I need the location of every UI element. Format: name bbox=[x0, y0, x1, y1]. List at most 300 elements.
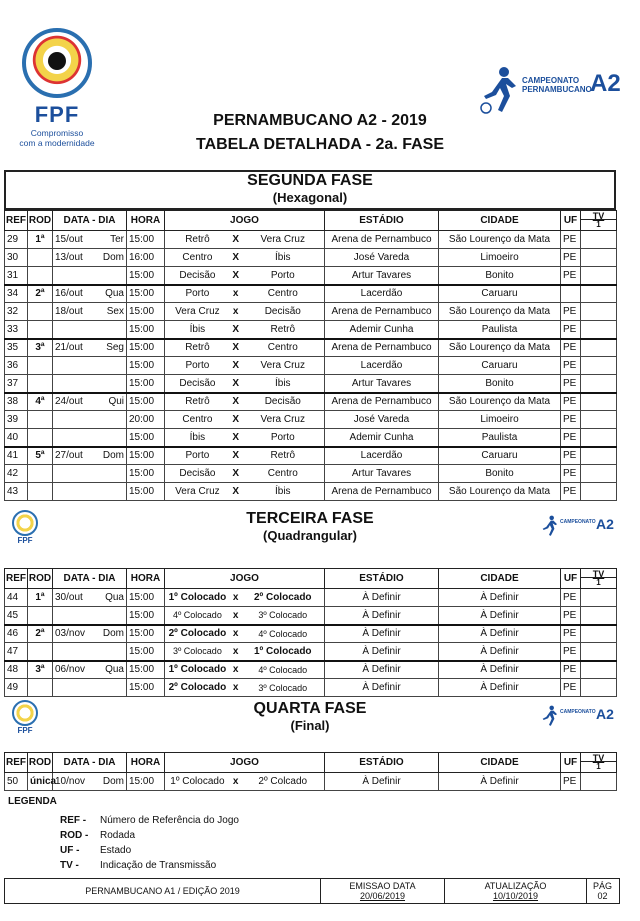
jogo-cell bbox=[165, 411, 325, 429]
date-text: 06/nov bbox=[55, 664, 86, 676]
fpf-small-name: FPF bbox=[17, 726, 33, 735]
fpf-small-logo bbox=[8, 508, 42, 558]
col-hora-header: HORA bbox=[127, 569, 165, 589]
cidade-cell: Limoeiro bbox=[439, 249, 561, 267]
estadio-cell: À Definir bbox=[325, 773, 439, 791]
versus-mark: X bbox=[232, 234, 240, 245]
home-team: Decisão bbox=[179, 269, 216, 281]
hora-cell: 20:00 bbox=[127, 411, 165, 429]
table-row bbox=[5, 411, 617, 429]
table-row bbox=[5, 661, 617, 679]
away-team: Íbis bbox=[274, 486, 291, 497]
col-jogo-header: JOGO bbox=[165, 753, 325, 773]
legend-item bbox=[60, 843, 239, 858]
ref-cell: 40 bbox=[5, 429, 28, 447]
data-dia-cell bbox=[53, 411, 127, 429]
rodada-cell: 1ª bbox=[28, 589, 53, 607]
hora-cell: 16:00 bbox=[127, 249, 165, 267]
hora-cell: 15:00 bbox=[127, 375, 165, 393]
jogo-cell bbox=[165, 589, 325, 607]
ref-cell: 31 bbox=[5, 267, 28, 285]
fpf-name: FPF bbox=[34, 102, 80, 127]
date-text: 13/out bbox=[55, 252, 83, 263]
uf-cell: PE bbox=[561, 661, 581, 679]
home-team: Íbis bbox=[189, 323, 206, 335]
versus-mark: X bbox=[232, 486, 240, 497]
tv-cell bbox=[581, 483, 617, 501]
tv-cell bbox=[581, 249, 617, 267]
data-dia-cell bbox=[53, 393, 127, 411]
col-jogo-header: JOGO bbox=[165, 211, 325, 231]
jogo-cell bbox=[165, 773, 325, 791]
day-text: Dom bbox=[102, 776, 124, 787]
data-dia-cell bbox=[53, 267, 127, 285]
cidade-cell: São Lourenço da Mata bbox=[439, 231, 561, 249]
legend-key: TV - bbox=[60, 860, 79, 871]
data-dia-cell bbox=[53, 375, 127, 393]
col-rod-header: ROD bbox=[28, 569, 53, 589]
uf-cell: PE bbox=[561, 375, 581, 393]
footer-page-label: PÁG bbox=[592, 881, 612, 891]
jogo-cell bbox=[165, 285, 325, 303]
ref-cell: 34 bbox=[5, 285, 28, 303]
jogo-cell bbox=[165, 447, 325, 465]
table-row bbox=[5, 339, 617, 357]
date-text: 10/nov bbox=[55, 776, 86, 787]
campeonato-small-logo bbox=[540, 514, 616, 540]
versus-mark: x bbox=[232, 306, 239, 317]
tv-sub-label: 1 bbox=[581, 577, 616, 587]
fpf-slogan-1: Compromisso bbox=[30, 128, 84, 138]
table-row bbox=[5, 447, 617, 465]
versus-mark: x bbox=[232, 682, 239, 693]
tv-sub-label: 1 bbox=[581, 761, 616, 771]
home-team: 1º Colocado bbox=[168, 592, 227, 603]
rodada-cell bbox=[28, 607, 53, 625]
away-team: Vera Cruz bbox=[260, 234, 305, 245]
uf-cell: PE bbox=[561, 411, 581, 429]
versus-mark: x bbox=[232, 645, 239, 657]
fpf-small-emblem-icon bbox=[12, 510, 38, 536]
page-header bbox=[0, 0, 640, 170]
cidade-cell: Paulista bbox=[439, 429, 561, 447]
footer-page-number: 02 bbox=[597, 891, 608, 901]
rodada-cell bbox=[28, 465, 53, 483]
player-small-icon bbox=[540, 514, 558, 538]
versus-mark: x bbox=[232, 664, 239, 676]
day-text: Qua bbox=[105, 592, 124, 603]
ref-cell: 43 bbox=[5, 483, 28, 501]
col-data-dia-header: DATA - DIA bbox=[53, 211, 127, 231]
col-uf-header: UF bbox=[561, 569, 581, 589]
estadio-cell: Arena de Pernambuco bbox=[325, 339, 439, 357]
tv-cell bbox=[581, 303, 617, 321]
legend-item bbox=[60, 828, 239, 843]
rodada-cell bbox=[28, 679, 53, 697]
uf-cell: PE bbox=[561, 249, 581, 267]
phase2-section bbox=[4, 170, 616, 501]
versus-mark: x bbox=[232, 776, 239, 787]
hora-cell: 15:00 bbox=[127, 339, 165, 357]
away-team: Vera Cruz bbox=[260, 414, 305, 425]
cidade-cell: À Definir bbox=[439, 679, 561, 697]
col-tv-header bbox=[581, 753, 617, 773]
uf-cell: PE bbox=[561, 607, 581, 625]
col-estadio-header: ESTÁDIO bbox=[325, 211, 439, 231]
cidade-cell: À Definir bbox=[439, 607, 561, 625]
jogo-cell bbox=[165, 321, 325, 339]
ref-cell: 42 bbox=[5, 465, 28, 483]
away-team: Íbis bbox=[274, 252, 291, 263]
uf-cell bbox=[561, 285, 581, 303]
versus-mark: X bbox=[232, 360, 240, 371]
versus-mark: X bbox=[232, 414, 240, 425]
legend-item bbox=[60, 858, 239, 873]
table-row bbox=[5, 393, 617, 411]
hora-cell: 15:00 bbox=[127, 483, 165, 501]
pernambucano-text: PERNAMBUCANO bbox=[522, 85, 592, 94]
uf-cell: PE bbox=[561, 483, 581, 501]
away-team: Vera Cruz bbox=[260, 360, 305, 371]
tv-cell bbox=[581, 773, 617, 791]
date-text: 15/out bbox=[55, 234, 83, 245]
ref-cell: 37 bbox=[5, 375, 28, 393]
home-team: 1º Colocado bbox=[168, 664, 227, 676]
col-ref-header: REF bbox=[5, 211, 28, 231]
cidade-cell: Bonito bbox=[439, 465, 561, 483]
jogo-cell bbox=[165, 643, 325, 661]
versus-mark: x bbox=[232, 628, 239, 640]
col-tv-header bbox=[581, 569, 617, 589]
uf-cell: PE bbox=[561, 773, 581, 791]
jogo-cell bbox=[165, 465, 325, 483]
tv-label: TV bbox=[592, 211, 605, 221]
ref-cell: 36 bbox=[5, 357, 28, 375]
table-row bbox=[5, 483, 617, 501]
table-row bbox=[5, 429, 617, 447]
cidade-cell: São Lourenço da Mata bbox=[439, 303, 561, 321]
ref-cell: 33 bbox=[5, 321, 28, 339]
away-team: 2º Colocado bbox=[253, 592, 312, 603]
cidade-cell: À Definir bbox=[439, 773, 561, 791]
tv-cell bbox=[581, 447, 617, 465]
day-text: Sex bbox=[106, 306, 124, 317]
col-hora-header: HORA bbox=[127, 753, 165, 773]
uf-cell: PE bbox=[561, 625, 581, 643]
away-team: 1º Colocado bbox=[253, 645, 312, 657]
col-cidade-header: CIDADE bbox=[439, 753, 561, 773]
estadio-cell: Arena de Pernambuco bbox=[325, 231, 439, 249]
col-estadio-header: ESTÁDIO bbox=[325, 569, 439, 589]
estadio-cell: À Definir bbox=[325, 679, 439, 697]
fpf-small-logo bbox=[8, 698, 42, 748]
phase4-section bbox=[4, 698, 616, 791]
versus-mark: x bbox=[232, 288, 239, 300]
rodada-cell bbox=[28, 357, 53, 375]
table-row bbox=[5, 773, 617, 791]
cidade-cell: Bonito bbox=[439, 267, 561, 285]
jogo-cell bbox=[165, 357, 325, 375]
footer-atualizacao-label: ATUALIZAÇÃO bbox=[484, 881, 547, 891]
a2-text: A2 bbox=[590, 70, 621, 97]
footer-emissao-label: EMISSAO DATA bbox=[349, 881, 416, 891]
away-team: Decisão bbox=[264, 306, 301, 317]
ref-cell: 30 bbox=[5, 249, 28, 267]
tv-cell bbox=[581, 429, 617, 447]
home-team: 3º Colocado bbox=[173, 646, 222, 657]
tv-cell bbox=[581, 339, 617, 357]
estadio-cell: Ademir Cunha bbox=[325, 321, 439, 339]
table-row bbox=[5, 643, 617, 661]
campeonato-text: CAMPEONATO bbox=[522, 76, 580, 85]
estadio-cell: Arena de Pernambuco bbox=[325, 393, 439, 411]
cidade-cell: Bonito bbox=[439, 375, 561, 393]
table-row bbox=[5, 465, 617, 483]
hora-cell: 15:00 bbox=[127, 447, 165, 465]
ref-cell: 44 bbox=[5, 589, 28, 607]
hora-cell: 15:00 bbox=[127, 643, 165, 661]
versus-mark: X bbox=[232, 468, 240, 479]
away-team: Porto bbox=[270, 431, 295, 443]
footer-page bbox=[587, 879, 618, 903]
cidade-cell: À Definir bbox=[439, 643, 561, 661]
estadio-cell: Lacerdão bbox=[325, 285, 439, 303]
uf-cell: PE bbox=[561, 429, 581, 447]
rodada-cell: única bbox=[28, 773, 53, 791]
phase3-subtitle: (Quadrangular) bbox=[263, 528, 357, 543]
table-row bbox=[5, 679, 617, 697]
home-team: Decisão bbox=[179, 377, 216, 389]
estadio-cell: Lacerdão bbox=[325, 447, 439, 465]
col-estadio-header: ESTÁDIO bbox=[325, 753, 439, 773]
legend bbox=[8, 796, 239, 873]
campeonato-logo bbox=[472, 64, 628, 118]
away-team: Centro bbox=[267, 468, 298, 479]
a2-small-text: A2 bbox=[596, 706, 614, 722]
tv-cell bbox=[581, 393, 617, 411]
phase2-header bbox=[4, 170, 616, 210]
tv-cell bbox=[581, 607, 617, 625]
away-team: 3º Colocado bbox=[258, 682, 308, 693]
date-text: 30/out bbox=[55, 592, 83, 603]
data-dia-cell bbox=[53, 429, 127, 447]
legend-value: Estado bbox=[100, 845, 132, 856]
ref-cell: 38 bbox=[5, 393, 28, 411]
page-title: PERNAMBUCANO A2 - 2019 bbox=[213, 112, 427, 129]
hora-cell: 15:00 bbox=[127, 357, 165, 375]
col-hora-header: HORA bbox=[127, 211, 165, 231]
tv-cell bbox=[581, 465, 617, 483]
col-rod-header: ROD bbox=[28, 753, 53, 773]
uf-cell: PE bbox=[561, 267, 581, 285]
hora-cell: 15:00 bbox=[127, 465, 165, 483]
footer-atualizacao bbox=[445, 879, 587, 903]
table-row bbox=[5, 231, 617, 249]
tv-cell bbox=[581, 357, 617, 375]
uf-cell: PE bbox=[561, 589, 581, 607]
table-row bbox=[5, 375, 617, 393]
data-dia-cell bbox=[53, 483, 127, 501]
data-dia-cell bbox=[53, 447, 127, 465]
tv-cell bbox=[581, 321, 617, 339]
data-dia-cell bbox=[53, 643, 127, 661]
tv-cell bbox=[581, 661, 617, 679]
tv-cell bbox=[581, 589, 617, 607]
versus-mark: X bbox=[232, 323, 240, 335]
hora-cell: 15:00 bbox=[127, 429, 165, 447]
table-row bbox=[5, 285, 617, 303]
ref-cell: 29 bbox=[5, 231, 28, 249]
hora-cell: 15:00 bbox=[127, 589, 165, 607]
jogo-cell bbox=[165, 625, 325, 643]
tv-cell bbox=[581, 679, 617, 697]
table-row bbox=[5, 267, 617, 285]
cidade-cell: Limoeiro bbox=[439, 411, 561, 429]
phase3-section bbox=[4, 508, 616, 697]
jogo-cell bbox=[165, 231, 325, 249]
day-text: Dom bbox=[102, 628, 124, 640]
rodada-cell: 5ª bbox=[28, 447, 53, 465]
ref-cell: 50 bbox=[5, 773, 28, 791]
legend-item bbox=[60, 813, 239, 828]
estadio-cell: José Vareda bbox=[325, 411, 439, 429]
hora-cell: 15:00 bbox=[127, 267, 165, 285]
phase2-subtitle: (Hexagonal) bbox=[272, 190, 348, 205]
phase4-subtitle: (Final) bbox=[290, 718, 330, 733]
estadio-cell: Artur Tavares bbox=[325, 267, 439, 285]
hora-cell: 15:00 bbox=[127, 231, 165, 249]
ref-cell: 47 bbox=[5, 643, 28, 661]
footer-edition: PERNAMBUCANO A1 / EDIÇÃO 2019 bbox=[5, 879, 321, 903]
table-header-row bbox=[5, 211, 617, 231]
estadio-cell: Ademir Cunha bbox=[325, 429, 439, 447]
day-text: Ter bbox=[110, 234, 124, 245]
hora-cell: 15:00 bbox=[127, 679, 165, 697]
versus-mark: X bbox=[232, 252, 240, 263]
fpf-small-emblem-icon bbox=[12, 700, 38, 726]
jogo-cell bbox=[165, 429, 325, 447]
fpf-small-name: FPF bbox=[17, 536, 33, 545]
home-team: Porto bbox=[185, 360, 210, 371]
rodada-cell bbox=[28, 303, 53, 321]
cidade-cell: São Lourenço da Mata bbox=[439, 483, 561, 501]
col-tv-header bbox=[581, 211, 617, 231]
cidade-cell: Caruaru bbox=[439, 285, 561, 303]
data-dia-cell bbox=[53, 625, 127, 643]
away-team: 4º Colocado bbox=[258, 664, 308, 675]
home-team: 4º Colocado bbox=[173, 610, 222, 621]
day-text: Qua bbox=[105, 288, 124, 300]
away-team: Centro bbox=[267, 288, 298, 300]
legend-value: Indicação de Transmissão bbox=[100, 860, 217, 871]
phase3-table bbox=[4, 568, 617, 697]
uf-cell: PE bbox=[561, 231, 581, 249]
col-uf-header: UF bbox=[561, 753, 581, 773]
uf-cell: PE bbox=[561, 447, 581, 465]
uf-cell: PE bbox=[561, 643, 581, 661]
col-ref-header: REF bbox=[5, 569, 28, 589]
uf-cell: PE bbox=[561, 321, 581, 339]
hora-cell: 15:00 bbox=[127, 285, 165, 303]
fpf-logo bbox=[14, 28, 100, 148]
data-dia-cell bbox=[53, 321, 127, 339]
table-row bbox=[5, 249, 617, 267]
tv-cell bbox=[581, 267, 617, 285]
phase3-title: TERCEIRA FASE bbox=[246, 510, 374, 527]
rodada-cell: 3ª bbox=[28, 661, 53, 679]
home-team: Centro bbox=[182, 414, 213, 425]
away-team: Porto bbox=[270, 269, 295, 281]
col-data-dia-header: DATA - DIA bbox=[53, 753, 127, 773]
day-text: Dom bbox=[102, 450, 124, 462]
footer-emissao bbox=[321, 879, 445, 903]
hora-cell: 15:00 bbox=[127, 773, 165, 791]
tv-label: TV bbox=[592, 569, 605, 579]
versus-mark: X bbox=[232, 342, 240, 354]
col-data-dia-header: DATA - DIA bbox=[53, 569, 127, 589]
estadio-cell: José Vareda bbox=[325, 249, 439, 267]
away-team: Retrô bbox=[270, 450, 295, 462]
home-team: 1º Colocado bbox=[170, 776, 225, 787]
ref-cell: 32 bbox=[5, 303, 28, 321]
away-team: Decisão bbox=[264, 396, 301, 408]
table-row bbox=[5, 357, 617, 375]
away-team: Retrô bbox=[270, 323, 295, 335]
versus-mark: X bbox=[232, 269, 240, 281]
cidade-cell: À Definir bbox=[439, 589, 561, 607]
data-dia-cell bbox=[53, 303, 127, 321]
legend-value: Número de Referência do Jogo bbox=[100, 815, 239, 826]
data-dia-cell bbox=[53, 357, 127, 375]
tv-cell bbox=[581, 375, 617, 393]
date-text: 24/out bbox=[55, 396, 83, 408]
table-row bbox=[5, 589, 617, 607]
home-team: Centro bbox=[182, 252, 213, 263]
page-subtitle: TABELA DETALHADA - 2a. FASE bbox=[195, 136, 444, 153]
home-team: Decisão bbox=[179, 468, 216, 479]
phase4-header bbox=[4, 698, 616, 748]
uf-cell: PE bbox=[561, 393, 581, 411]
data-dia-cell bbox=[53, 607, 127, 625]
data-dia-cell bbox=[53, 249, 127, 267]
rodada-cell bbox=[28, 643, 53, 661]
ref-cell: 46 bbox=[5, 625, 28, 643]
hora-cell: 15:00 bbox=[127, 661, 165, 679]
uf-cell: PE bbox=[561, 679, 581, 697]
day-text: Seg bbox=[106, 342, 124, 354]
data-dia-cell bbox=[53, 231, 127, 249]
estadio-cell: À Definir bbox=[325, 643, 439, 661]
estadio-cell: À Definir bbox=[325, 625, 439, 643]
a2-small-text: A2 bbox=[596, 516, 614, 532]
hora-cell: 15:00 bbox=[127, 321, 165, 339]
rodada-cell bbox=[28, 411, 53, 429]
estadio-cell: À Definir bbox=[325, 607, 439, 625]
cidade-cell: Paulista bbox=[439, 321, 561, 339]
hora-cell: 15:00 bbox=[127, 625, 165, 643]
home-team: Íbis bbox=[189, 431, 206, 443]
jogo-cell bbox=[165, 393, 325, 411]
jogo-cell bbox=[165, 607, 325, 625]
home-team: Retrô bbox=[185, 342, 210, 354]
rodada-cell: 2ª bbox=[28, 625, 53, 643]
ref-cell: 49 bbox=[5, 679, 28, 697]
phase2-title: SEGUNDA FASE bbox=[247, 172, 373, 189]
col-ref-header: REF bbox=[5, 753, 28, 773]
page-footer bbox=[4, 878, 620, 904]
date-text: 21/out bbox=[55, 342, 83, 354]
data-dia-cell bbox=[53, 679, 127, 697]
